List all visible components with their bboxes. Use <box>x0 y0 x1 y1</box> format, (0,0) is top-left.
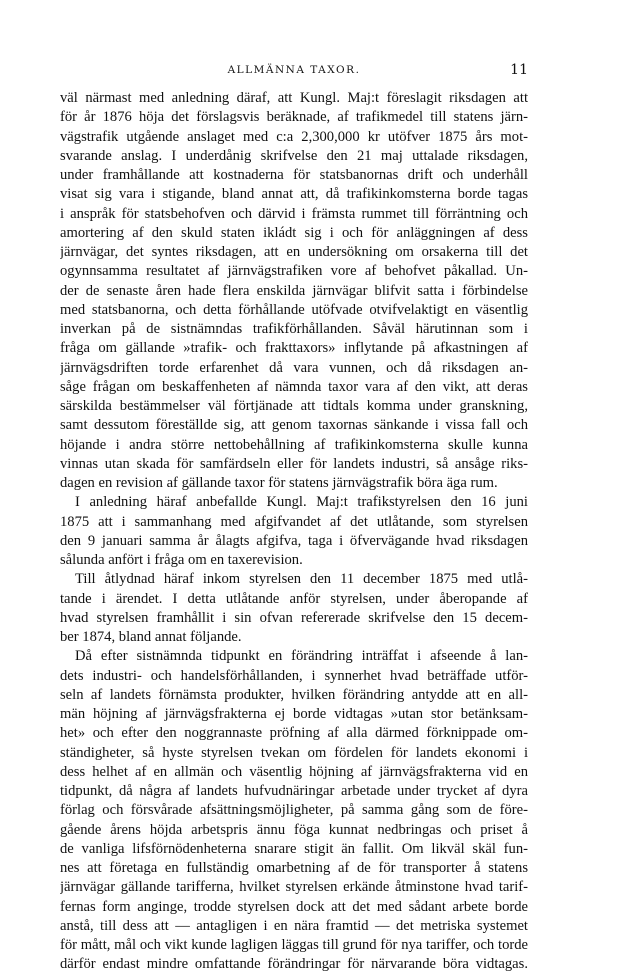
text-line: ogynnsamma resultatet af järnvägstrafiken vore af behofvet påkallad. Un- <box>60 263 528 280</box>
text-line: särskilda bestämmelser väl förtjänade att tidtals komma under granskning, <box>60 398 528 414</box>
text-line: förlag och försvårade afsättningsmöjligheter, på samma gång som de före- <box>60 802 528 819</box>
text-line: dess helhet af en allmän och väsentlig höjning af järnvägsfrakterna vid en <box>60 763 528 780</box>
text-line: anstå, till dess att — antagligen i en nära framtid — det metriska systemet <box>60 917 528 934</box>
text-line: fernas form anginge, trodde styrelsen dock att det med sådant arbete borde <box>60 898 528 915</box>
text-line: i anspråk för statsbehofven och därvid i främsta rummet till förräntning och <box>60 205 528 222</box>
text-line: såge frågan om beskaffenheten af nämnda taxor vara af den vikt, att deras <box>60 378 528 395</box>
text-line: Då efter sistnämnda tidpunkt en förändring inträffat i afseende å lan- <box>75 648 528 665</box>
text-line: för år 1876 höja det förslagsvis beräknade, af trafikmedel till statens järn- <box>60 109 528 126</box>
text-line: fråga om gällande »trafik- och frakttaxors» inflytande på afkastningen af <box>60 340 528 357</box>
text-line: tande i ärendet. I detta utlåtande anför styrelsen, under åberopande af <box>60 590 528 607</box>
text-line: Till åtlydnad häraf inkom styrelsen den 11 december 1875 med utlå- <box>75 571 528 588</box>
text-line: hvad styrelsen framhållit i sin ofvan refererade skrifvelse den 15 decem- <box>60 609 528 626</box>
text-line: ber 1874, bland annat följande. <box>60 629 242 645</box>
text-line: den 9 januari samma år ålagts afgifva, taga i öfvervägande hvad riksdagen <box>60 532 528 549</box>
text-line: 1875 att i sammanhang med afgifvandet af det utlåtande, som styrelsen <box>60 513 528 530</box>
text-line: sålunda anfört i fråga om en taxerevision. <box>60 552 303 568</box>
text-line: visat sig vara i stigande, bland annat att, då trafikinkomsterna borde tagas <box>60 186 528 203</box>
body-text <box>60 89 528 975</box>
text-line: de vanliga lifsförnödenheterna snarare stigit än fallit. Om likväl skäl fun- <box>60 840 528 857</box>
text-line: nes att företaga en fullständig omarbetning af de för transporter å statens <box>60 860 528 876</box>
text-line: tidpunkt, då några af landets hufvudnäringar arbetade under trycket af dyra <box>60 783 528 799</box>
text-line: het» och efter den noggrannaste pröfning af alla därmed förknippade om- <box>60 725 528 742</box>
text-line: gående årens höjda arbetspris ännu föga kunnat nedbringas och priset å <box>60 821 528 838</box>
text-line: svarande anslag. I underdånig skrifvelse den 21 maj uttalade riksdagen, <box>60 147 528 164</box>
text-line: män höjning af järnvägsfrakterna ej borde vidtagas »utan stor betänksam- <box>60 706 528 722</box>
text-line: vinnas utan skada för samfärdseln eller för landets industri, så ansåge riks- <box>60 455 528 472</box>
text-line: järnvägsdriften torde erfarenhet då vara vunnen, och då riksdagen an- <box>60 359 528 376</box>
text-line: ständigheter, så hyste styrelsen tvekan om fördelen för landets ekonomi i <box>60 744 528 761</box>
text-line: dagen en revision af gällande taxor för statens järnvägstrafik böra äga rum. <box>60 475 498 491</box>
text-line: I anledning häraf anbefallde Kungl. Maj:t trafikstyrelsen den 16 juni <box>75 494 528 511</box>
text-line: järnvägar gällande tarifferna, hvilket styrelsen erkände åtminstone hvad tarif- <box>60 879 528 896</box>
text-line: der de senaste åren hade flera enskilda järnvägar blifvit satta i förbindelse <box>60 282 528 299</box>
text-line: väl närmast med anledning däraf, att Kungl. Maj:t föreslagit riksdagen att <box>60 90 528 106</box>
text-line: seln af landets förnämsta produkter, hvilken förändring antydde att en all- <box>60 686 528 703</box>
text-line: samt dessutom föreställde sig, att genom taxornas sänkande i vissa fall och <box>60 417 528 434</box>
text-line: för mått, mål och vikt kunde lagligen läggas till grund för nya tariffer, och torde <box>60 937 528 953</box>
text-line: inverkan på de sistnämndas trafikförhållanden. Såväl härutinnan som i <box>60 321 528 337</box>
page-number: 11 <box>510 62 528 78</box>
text-line: amortering af den skuld staten ikládt sig i och för anläggningen af dess <box>60 224 528 241</box>
text-line: med statsbanorna, och detta förhållande utöfvade otvifvelaktigt en väsentlig <box>60 301 528 318</box>
text-line: vägstrafik utgående anslaget med c:a 2,300,000 kr utöfver 1875 års mot- <box>60 128 528 145</box>
page-header <box>60 64 528 84</box>
text-line: därför endast mindre omfattande förändringar för närvarande böra vidtagas. <box>60 956 528 973</box>
text-line: dets industri- och handelsförhållanden, i synnerhet hvad beträffade utför- <box>60 667 528 684</box>
text-line: under framhållande att kostnaderna för statsbanornas drift och underhåll <box>60 167 528 183</box>
running-title: ALLMÄNNA TAXOR. <box>227 64 361 76</box>
text-line: järnvägar, det syntes riksdagen, att en undersökning om orsakerna till det <box>60 244 528 260</box>
text-line: höjande i andra större nettobehållning af trafikinkomsterna skulle kunna <box>60 436 528 453</box>
